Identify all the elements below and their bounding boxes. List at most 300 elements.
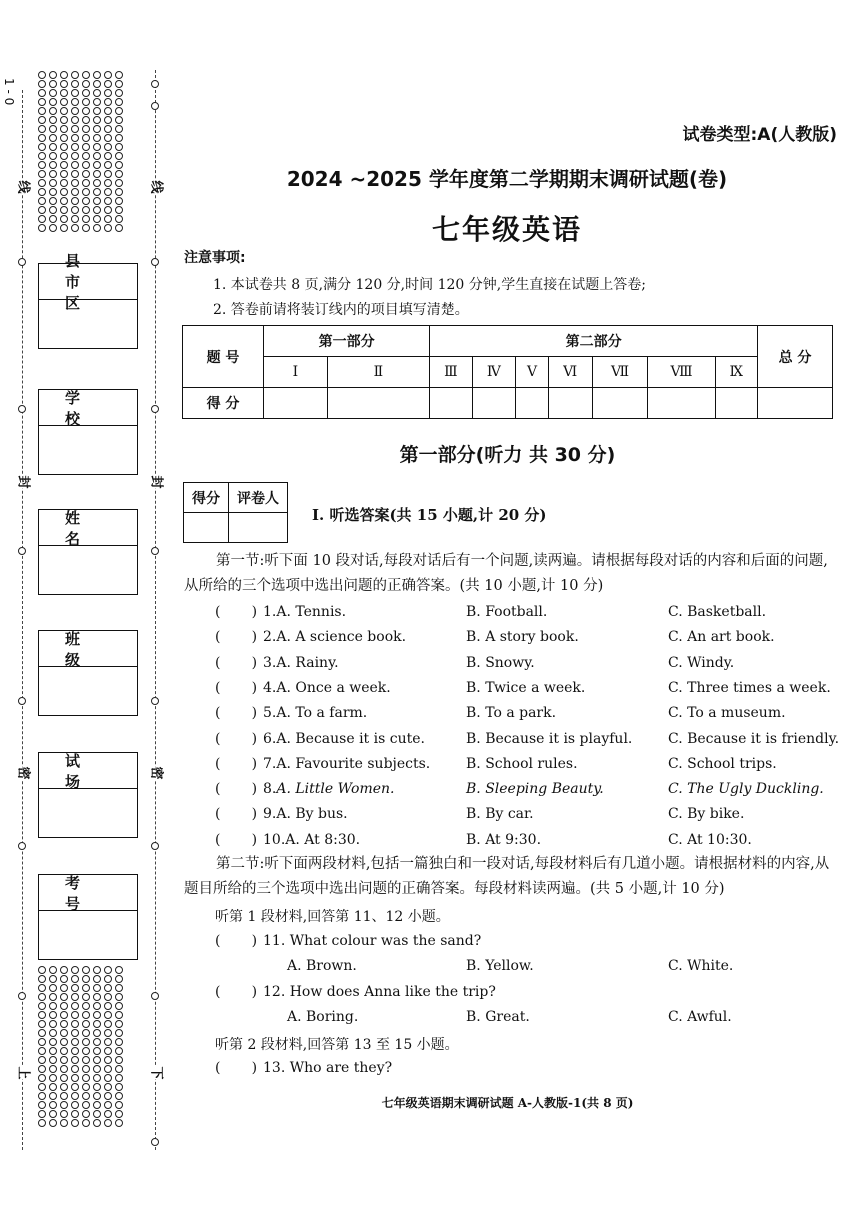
section1-intro: 第一节:听下面 10 段对话,每段对话后有一个问题,读两遍。请根据每段对话的内容和后面的问题,从所给的三个选项中选出问题的正确答案。(共 10 小题,计 10 分) <box>184 553 828 594</box>
bubble-dot <box>93 1056 101 1064</box>
answer-blank[interactable]: ( ) <box>215 755 258 772</box>
bubble-dot <box>82 975 90 983</box>
option-c: C. Awful. <box>668 1009 732 1025</box>
bubble-dot <box>93 1119 101 1127</box>
question-number: 8. <box>263 781 277 798</box>
bubble-dot <box>82 1101 90 1109</box>
bubble-dot <box>82 1047 90 1055</box>
bubble-dot <box>71 71 79 79</box>
bubble-dot <box>71 98 79 106</box>
field-input[interactable] <box>39 546 137 594</box>
bubble-dot <box>49 993 57 1001</box>
bubble-dot <box>93 224 101 232</box>
bubble-dot <box>60 116 68 124</box>
circle-mark <box>151 405 159 413</box>
bubble-dot <box>104 1047 112 1055</box>
bubble-dot <box>71 1020 79 1028</box>
answer-blank[interactable]: ( ) <box>215 629 258 646</box>
bubble-dot <box>38 966 46 974</box>
bubble-dot <box>115 71 123 79</box>
bubble-dot <box>60 1119 68 1127</box>
bubble-dot <box>93 125 101 133</box>
bubble-dot <box>115 1110 123 1118</box>
bubble-dot <box>60 197 68 205</box>
page-footer: 七年级英语期末调研试题 A-人教版-1(共 8 页) <box>381 1096 634 1110</box>
question-item <box>215 731 425 747</box>
bubble-dot <box>93 161 101 169</box>
option-a: A. Boring. <box>287 1009 359 1025</box>
column-header: Ⅶ <box>592 357 648 388</box>
bubble-dot <box>60 993 68 1001</box>
option-b: B. Football. <box>466 604 548 620</box>
bubble-dot <box>49 80 57 88</box>
bubble-dot <box>104 152 112 160</box>
bubble-dot <box>115 1020 123 1028</box>
bubble-dot <box>115 1083 123 1091</box>
question-item <box>215 832 360 848</box>
notice-item: 2. 答卷前请将装订线内的项目填写清楚。 <box>213 302 469 318</box>
circle-mark <box>151 697 159 705</box>
bubble-dot <box>49 1065 57 1073</box>
bubble-dot <box>82 1056 90 1064</box>
column-header: Ⅲ <box>430 357 472 388</box>
bubble-dot <box>60 1074 68 1082</box>
bubble-dot <box>115 188 123 196</box>
bubble-dot <box>115 1119 123 1127</box>
bubble-dot <box>82 1038 90 1046</box>
bubble-dot <box>38 80 46 88</box>
score-cell[interactable] <box>715 388 757 419</box>
option-c: C. The Ugly Duckling. <box>668 781 824 798</box>
circle-mark <box>151 992 159 1000</box>
bubble-dot <box>104 1110 112 1118</box>
bubble-dot <box>71 1056 79 1064</box>
bubble-dot <box>38 116 46 124</box>
option-a: A. Because it is cute. <box>276 730 425 747</box>
bubble-dot <box>115 1092 123 1100</box>
bubble-dot <box>49 170 57 178</box>
circle-mark <box>18 258 26 266</box>
answer-blank[interactable]: ( ) <box>215 705 258 722</box>
bubble-dot <box>60 1056 68 1064</box>
bubble-dot <box>104 80 112 88</box>
question-number: 6. <box>263 730 277 747</box>
bubble-dot <box>38 1119 46 1127</box>
circle-mark <box>18 992 26 1000</box>
bubble-dot <box>38 152 46 160</box>
bubble-dot <box>71 1074 79 1082</box>
bubble-dot <box>60 152 68 160</box>
option-b: B. A story book. <box>466 629 579 646</box>
option-c: C. By bike. <box>668 806 745 823</box>
bubble-dot <box>93 116 101 124</box>
bubble-dot <box>49 1038 57 1046</box>
bubble-dot <box>71 1119 79 1127</box>
field-room <box>38 752 138 838</box>
bubble-dot <box>49 1029 57 1037</box>
question-stem: 11. What colour was the sand? <box>263 933 482 949</box>
column-header: Ⅸ <box>715 357 757 388</box>
bubble-dot <box>115 1065 123 1073</box>
question-stem: 13. Who are they? <box>263 1060 393 1076</box>
answer-blank[interactable]: ( ) <box>215 604 258 620</box>
bubble-dot <box>115 80 123 88</box>
bubble-dot <box>71 134 79 142</box>
bubble-dot <box>49 975 57 983</box>
bubble-dot <box>60 206 68 214</box>
bubble-dot <box>104 89 112 97</box>
bubble-dot <box>82 1119 90 1127</box>
binding-mark: 线 <box>148 180 164 194</box>
bubble-dot <box>104 107 112 115</box>
bubble-dot <box>82 152 90 160</box>
circle-mark <box>151 547 159 555</box>
bubble-dot <box>104 1074 112 1082</box>
answer-blank[interactable]: ( ) <box>215 781 258 798</box>
bubble-dot <box>115 179 123 187</box>
option-c: C. Basketball. <box>668 604 767 620</box>
bubble-dot <box>49 215 57 223</box>
bubble-dot <box>38 188 46 196</box>
bubble-dot <box>93 134 101 142</box>
bubble-dot <box>115 161 123 169</box>
option-c: C. An art book. <box>668 629 775 646</box>
bubble-dot <box>82 125 90 133</box>
bubble-dot <box>60 984 68 992</box>
bubble-dot <box>38 107 46 115</box>
question-item <box>215 1060 392 1076</box>
column-header: Ⅷ <box>648 357 715 388</box>
bubble-dot <box>71 1101 79 1109</box>
option-b: B. At 9:30. <box>466 831 542 848</box>
option-a: A. Favourite subjects. <box>276 755 431 772</box>
bubble-dot <box>60 1110 68 1118</box>
circle-mark <box>151 102 159 110</box>
score-cell[interactable] <box>592 388 648 419</box>
option-b: B. Snowy. <box>466 654 535 671</box>
bubble-dot <box>115 134 123 142</box>
circle-mark <box>151 258 159 266</box>
score-cell[interactable] <box>264 388 328 419</box>
question-number: 5. <box>263 705 277 722</box>
question-stem: 12. How does Anna like the trip? <box>263 984 496 1000</box>
column-header: Ⅰ <box>264 357 328 388</box>
score-cell[interactable] <box>327 388 430 419</box>
bubble-dot <box>60 1002 68 1010</box>
bubble-dot <box>93 1110 101 1118</box>
bubble-dot <box>104 224 112 232</box>
bubble-dot <box>115 125 123 133</box>
bubble-dot <box>38 98 46 106</box>
field-exam-number <box>38 874 138 960</box>
bubble-dot <box>93 1011 101 1019</box>
question-number: 9. <box>263 806 277 823</box>
bubble-dot <box>93 179 101 187</box>
bubble-dot <box>71 224 79 232</box>
bubble-dot <box>93 1074 101 1082</box>
question-item <box>215 655 339 671</box>
bubble-dot <box>71 1083 79 1091</box>
bubble-dot <box>104 984 112 992</box>
option-c: C. White. <box>668 958 734 974</box>
field-label: 学校 <box>39 390 137 426</box>
bubble-dot <box>60 80 68 88</box>
bubble-dot <box>38 224 46 232</box>
bubble-dot <box>49 197 57 205</box>
field-school <box>38 389 138 475</box>
bubble-dot <box>38 1047 46 1055</box>
field-label: 班级 <box>39 631 137 667</box>
bubble-dot <box>49 107 57 115</box>
circle-mark <box>151 1138 159 1146</box>
bubble-dot <box>71 179 79 187</box>
bubble-dot <box>38 161 46 169</box>
part1-header: 第一部分 <box>264 326 430 357</box>
answer-blank[interactable]: ( ) <box>215 984 258 1000</box>
bubble-dot <box>93 206 101 214</box>
bubble-dot <box>104 71 112 79</box>
bubble-dot <box>115 1038 123 1046</box>
bubble-dot <box>71 1092 79 1100</box>
passage-instruction: 听第 1 段材料,回答第 11、12 小题。 <box>215 909 450 925</box>
binding-mark: 上 <box>15 1066 31 1080</box>
grader-box <box>183 482 288 543</box>
bubble-dot <box>93 170 101 178</box>
field-name <box>38 509 138 595</box>
bubble-dot <box>49 152 57 160</box>
cut-line-left <box>22 90 23 1150</box>
bubble-dot <box>49 143 57 151</box>
paper-type: 试卷类型:A(人教版) <box>682 125 837 145</box>
field-label: 考号 <box>39 875 137 911</box>
score-cell[interactable] <box>648 388 715 419</box>
bubble-grid-bottom <box>38 966 126 1127</box>
bubble-dot <box>82 1011 90 1019</box>
total-label: 总 分 <box>758 326 833 388</box>
bubble-dot <box>104 98 112 106</box>
bubble-dot <box>49 1092 57 1100</box>
bubble-dot <box>49 1110 57 1118</box>
bubble-dot <box>71 188 79 196</box>
bubble-dot <box>38 1083 46 1091</box>
option-a: A. To a farm. <box>276 705 368 722</box>
bubble-dot <box>49 1119 57 1127</box>
question-number: 10. <box>263 831 286 848</box>
bubble-dot <box>115 143 123 151</box>
bubble-dot <box>60 161 68 169</box>
binding-mark: 封 <box>148 475 164 489</box>
bubble-dot <box>71 170 79 178</box>
bubble-dot <box>49 188 57 196</box>
bubble-dot <box>49 1011 57 1019</box>
bubble-dot <box>38 1056 46 1064</box>
option-a: A. Once a week. <box>276 679 391 696</box>
bubble-dot <box>71 143 79 151</box>
score-cell[interactable] <box>472 388 516 419</box>
bubble-dot <box>82 1065 90 1073</box>
bubble-dot <box>93 1065 101 1073</box>
bubble-dot <box>82 1110 90 1118</box>
option-a: A. Tennis. <box>276 604 347 620</box>
bubble-dot <box>104 1002 112 1010</box>
bubble-dot <box>93 1029 101 1037</box>
bubble-dot <box>115 116 123 124</box>
grader-score-label: 得分 <box>184 483 229 513</box>
bubble-dot <box>49 984 57 992</box>
option-b: B. Because it is playful. <box>466 730 633 747</box>
grader-score-cell[interactable] <box>184 513 229 543</box>
bubble-dot <box>49 1083 57 1091</box>
bubble-dot <box>49 206 57 214</box>
bubble-dot <box>49 1074 57 1082</box>
field-input[interactable] <box>39 789 137 837</box>
bubble-dot <box>104 188 112 196</box>
passage-instruction: 听第 2 段材料,回答第 13 至 15 小题。 <box>215 1037 459 1053</box>
bubble-dot <box>60 215 68 223</box>
grader-name-cell[interactable] <box>229 513 288 543</box>
answer-blank[interactable]: ( ) <box>215 679 258 696</box>
bubble-dot <box>71 1110 79 1118</box>
bubble-dot <box>82 134 90 142</box>
answer-blank[interactable]: ( ) <box>215 933 258 949</box>
section2-intro: 第二节:听下面两段材料,包括一篇独白和一段对话,每段材料后有几道小题。请根据材料的内容,从题目所给的三个选项中选出问题的正确答案。每段材料读两遍。(共 5 小题,计 10 分) <box>184 856 830 897</box>
bubble-dot <box>93 89 101 97</box>
bubble-dot <box>49 134 57 142</box>
bubble-dot <box>104 143 112 151</box>
field-label: 姓名 <box>39 510 137 546</box>
option-c: C. Windy. <box>668 654 735 671</box>
bubble-dot <box>60 107 68 115</box>
score-cell[interactable] <box>548 388 592 419</box>
bubble-dot <box>49 966 57 974</box>
part1-title: 第一部分(听力 共 30 分) <box>399 444 616 466</box>
field-input[interactable] <box>39 911 137 959</box>
field-label: 试场 <box>39 753 137 789</box>
bubble-dot <box>115 206 123 214</box>
option-b: B. Yellow. <box>466 958 534 974</box>
option-a: A. At 8:30. <box>285 831 361 848</box>
circle-mark <box>18 405 26 413</box>
bubble-dot <box>93 152 101 160</box>
bubble-dot <box>104 1101 112 1109</box>
bubble-dot <box>71 984 79 992</box>
bubble-dot <box>71 975 79 983</box>
bubble-dot <box>93 107 101 115</box>
bubble-dot <box>104 179 112 187</box>
bubble-dot <box>93 1092 101 1100</box>
option-b: B. By car. <box>466 806 534 823</box>
option-c: C. At 10:30. <box>668 831 752 848</box>
bubble-dot <box>82 71 90 79</box>
bubble-dot <box>71 1047 79 1055</box>
bubble-dot <box>115 966 123 974</box>
question-item <box>215 629 406 645</box>
bubble-dot <box>38 206 46 214</box>
bubble-dot <box>82 993 90 1001</box>
question-item <box>215 680 391 696</box>
bubble-dot <box>104 1119 112 1127</box>
field-input[interactable] <box>39 426 137 474</box>
bubble-dot <box>49 116 57 124</box>
bubble-dot <box>93 1020 101 1028</box>
bubble-dot <box>115 98 123 106</box>
bubble-dot <box>71 1002 79 1010</box>
bubble-dot <box>49 1020 57 1028</box>
bubble-dot <box>93 975 101 983</box>
bubble-dot <box>93 1101 101 1109</box>
field-input[interactable] <box>39 667 137 715</box>
answer-blank[interactable]: ( ) <box>215 1060 258 1076</box>
bubble-dot <box>104 197 112 205</box>
bubble-dot <box>115 975 123 983</box>
bubble-dot <box>93 98 101 106</box>
bubble-dot <box>49 71 57 79</box>
bubble-dot <box>60 125 68 133</box>
question-item <box>215 705 367 721</box>
answer-blank[interactable]: ( ) <box>215 730 258 747</box>
bubble-dot <box>71 966 79 974</box>
bubble-dot <box>115 1047 123 1055</box>
bubble-dot <box>104 1029 112 1037</box>
bubble-dot <box>60 98 68 106</box>
bubble-dot <box>115 1011 123 1019</box>
question-item <box>215 984 496 1000</box>
answer-blank[interactable]: ( ) <box>215 831 258 848</box>
bubble-dot <box>71 1011 79 1019</box>
bubble-dot <box>38 1101 46 1109</box>
bubble-dot <box>71 1065 79 1073</box>
cut-line-right <box>155 70 156 1150</box>
bubble-dot <box>60 134 68 142</box>
bubble-dot <box>82 80 90 88</box>
bubble-dot <box>82 116 90 124</box>
question-item <box>215 933 481 949</box>
bubble-dot <box>82 1074 90 1082</box>
answer-blank[interactable]: ( ) <box>215 806 258 823</box>
bubble-dot <box>38 1002 46 1010</box>
total-cell[interactable] <box>758 388 833 419</box>
bubble-dot <box>82 1020 90 1028</box>
bubble-dot <box>82 984 90 992</box>
question-item <box>215 806 348 822</box>
bubble-dot <box>93 1038 101 1046</box>
binding-mark: 线 <box>15 180 31 194</box>
bubble-dot <box>60 1020 68 1028</box>
bubble-dot <box>104 170 112 178</box>
bubble-dot <box>82 98 90 106</box>
bubble-dot <box>49 161 57 169</box>
circle-mark <box>18 697 26 705</box>
bubble-dot <box>115 1074 123 1082</box>
score-cell[interactable] <box>516 388 548 419</box>
binding-mark: 下 <box>148 1066 164 1080</box>
answer-blank[interactable]: ( ) <box>215 654 258 671</box>
bubble-dot <box>82 179 90 187</box>
bubble-dot <box>49 89 57 97</box>
bubble-dot <box>49 224 57 232</box>
bubble-dot <box>115 224 123 232</box>
score-cell[interactable] <box>430 388 472 419</box>
section-title: Ⅰ. 听选答案(共 15 小题,计 20 分) <box>312 506 547 524</box>
bubble-dot <box>60 966 68 974</box>
bubble-dot <box>49 1101 57 1109</box>
option-b: B. School rules. <box>466 755 578 772</box>
bubble-dot <box>115 107 123 115</box>
bubble-dot <box>38 179 46 187</box>
bubble-dot <box>82 966 90 974</box>
bubble-dot <box>115 1101 123 1109</box>
bubble-dot <box>49 98 57 106</box>
